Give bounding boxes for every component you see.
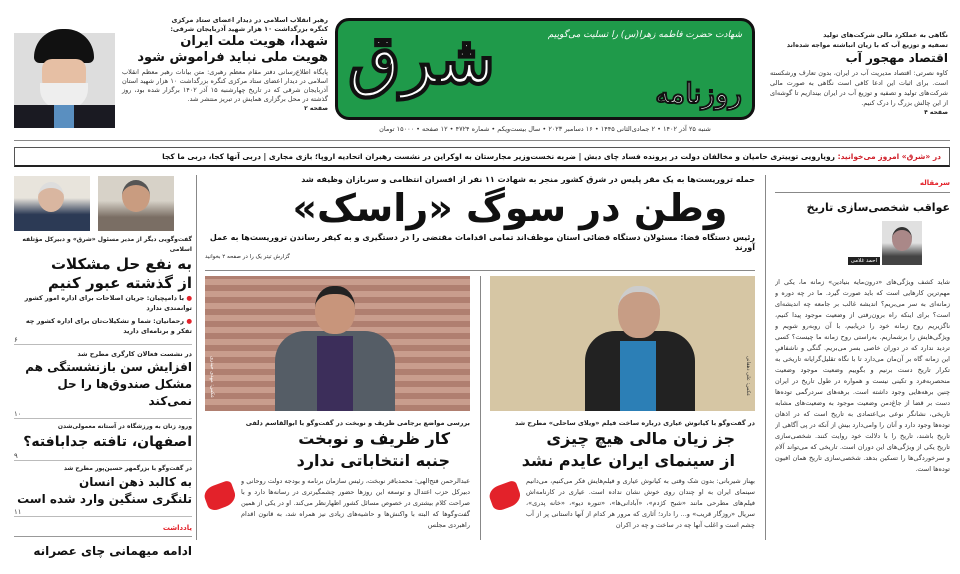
page-ref: گزارش تیتر یک را در صفحه ۲ بخوانید: [205, 254, 290, 260]
lead-headline[interactable]: وطن در سوگ «راسک»: [292, 186, 728, 230]
page-ref: صفحه ۲: [304, 105, 328, 112]
summary: کاوه نصرتی: اقتصاد مدیریت آب در ایران، بدون تعارف ورشکسته است. برای اثبات این ادعا کافی است نگاهی به صورت مالی شرکت‌های تولید و تصفیه و توزیع آب در ایران بیندازیم تا گوشه‌ای از این چالش بزرگ را درک کنیم.: [770, 69, 948, 107]
left-column: [14, 176, 192, 561]
summary: پایگاه اطلاع‌رسانی دفتر مقام معظم رهبری: متن بیانات رهبر معظم انقلاب اسلامی در دیدار اعضای ستاد مرکزی کنگره بزرگداشت ۱۰ هزار شهید استان آذربایجان شرقی که در تاریخ چهارشنبه ۱۵ آذر ۱۴۰۲ برگزار شده بود، روز گذشته در محل برگزاری همایش در تبریز منتشر شد.: [122, 68, 328, 103]
portrait-photo: [98, 176, 174, 231]
subheadline: رئیس دستگاه قضا: مسئولان دستگاه قضائی استان موظف‌اند تمامی اقدامات مقتضی را در دستگیری و به کیفر رساندن تروریست‌ها به عمل آورند: [209, 233, 755, 252]
page-ref: ۹: [14, 452, 192, 461]
page-ref: ۱۱: [14, 508, 192, 517]
photo-ayyari: [490, 276, 755, 411]
page-ref: صفحه ۴: [924, 109, 948, 116]
headline[interactable]: اقتصاد مهجور آب: [845, 51, 948, 65]
kicker: کنگره بزرگداشت ۱۰ هزار شهید آذربایجان شرقی:: [170, 25, 328, 33]
kicker: حمله تروریست‌ها به یک مقر پلیس در شرق کشور منجر به شهادت ۱۱ نفر از افسران انتظامی و سربازان وظیفه شد: [301, 175, 755, 184]
headline[interactable]: هویت ملی نباید فراموش شود: [137, 50, 328, 65]
section-label: یادداشت: [14, 523, 192, 537]
photo-credit: عکس: علی دهقانی: [745, 356, 751, 397]
portrait-photo: [14, 176, 90, 231]
newspaper-logo[interactable]: [335, 18, 755, 120]
divider: [205, 270, 755, 271]
headline[interactable]: شهدا، هویت ملت ایران: [180, 34, 328, 49]
section-label: سرمقاله: [775, 178, 950, 193]
read-more-icon[interactable]: [202, 480, 238, 513]
headline[interactable]: اصفهان، تافته جدابافته؟: [23, 434, 192, 450]
logo-sub: روزنامه: [655, 77, 742, 110]
kicker: ورود زنان به ورزشگاه در آستانه معمولی‌شدن: [57, 423, 192, 430]
author-photo: [882, 221, 922, 265]
photo-nobakht: [205, 276, 470, 411]
logo-text: شرق: [348, 20, 496, 100]
headline[interactable]: ادامه میهمانی چای عصرانه: [33, 544, 192, 558]
kicker: در نشست فعالان کارگری مطرح شد: [77, 350, 192, 358]
divider: [196, 175, 197, 540]
divider: [480, 276, 481, 540]
leader-photo: [14, 25, 115, 128]
divider: [765, 175, 766, 540]
kicker: گفت‌وگویی دیگر از مدیر مسئول «شرق» و دبیرکل مؤتلفه اسلامی: [22, 236, 192, 253]
dateline: شنبه ۲۵ آذر ۱۴۰۲ • ۲ جمادی‌الثانی ۱۴۴۵ • ۱۶ دسامبر ۲۰۲۳ • سال بیست‌ویکم • شماره ۴۷۲۴ • ۱۲ صفحه • ۱۵۰۰۰ تومان: [379, 125, 711, 133]
headline[interactable]: عواقب شخصی‌سازی تاریخ: [806, 201, 950, 214]
page-ref: ۶: [14, 336, 192, 345]
top-left-story[interactable]: [122, 16, 328, 113]
tagline: شهادت حضرت فاطمه زهرا(س) را تسلیت می‌گوییم: [547, 30, 742, 40]
kicker: در گفت‌وگو با بزرگمهر حسین‌پور مطرح شد: [63, 465, 192, 472]
headline[interactable]: از گذشته عبور کنیم: [48, 274, 192, 292]
editorial-body: شاید کشف ویژگی‌های «درون‌مایه بنیادین» زمانه ما، یکی از مهم‌ترین کارهایی است که باید صورت گیرد. ما در چه دوره و زمانه‌ای به سر می‌بریم؟ اندیشه غالب بر جامعه چه اندیشه‌ای است؟ برای اینکه راه برون‌رفتی از وضعیت موجود پیدا کنیم، ناگزیریم روح زمانه خود را دریابیم، با آن روبه‌رو شویم و ویژگی‌هایش را برشماریم. به‌راستی روح زمانه ما چیست؟ کسی تردید ندارد که در دوران خاصی بسر می‌بریم. گنگی و ناشفافیِ این زمانه گاه بر آن‌مان می‌دارد تا با نگاه تقلیل‌گرایانه تاریخی به تکرار تاریخ دست برنیم و بگوییم وضعیت موجود وضعیت منحصربه‌فرد و تکینی نیست و همواره در طول تاریخ در ایران چنین برهه‌هایی وجود داشته است. برهه‌های سردرگمی توده‌ها دست بر قضا از جاغ‌دمن وضعیت موجود به وضعیت‌های مشابه تاریخی، نشانگر نوعی بی‌اعتمادی به تاریخ است که در اذهان توده‌ها وجود دارد و آنان را وامی‌دارد بیش از آنکه در پی آگاهی از تاریخ باشند، تاریخ را با دلالت خود روایت کنند. شخصی‌سازی تاریخ یکی از ویژگی‌های این دوران است. تاریخی که می‌تواند آلام و سرخوردگی‌ها را تسکین بدهد. شخصی‌سازی تاریخ همان افیون توده‌ها است.: [775, 278, 950, 473]
page-ref: ۱۰: [14, 410, 192, 419]
headline[interactable]: کار ظریف و نوبخت: [298, 429, 450, 448]
story-nobakht[interactable]: [205, 418, 470, 531]
ticker-text[interactable]: رویارویی توییتری حامیان و مخالفان دولت در پرونده فساد چای دبش | ضربه نخست‌وزیر مجارستان به اوکراین در نشست رهبران اتحادیه اروپا؛ بازی مجاری | دربی آنها کجا، دربی ما کجا: [162, 152, 835, 161]
divider: [14, 140, 950, 141]
headline[interactable]: افزایش سن بازنشستگی هم: [25, 360, 192, 374]
summary: بهناز شیربانی: بدون شک وقتی به کیانوش عیاری و فیلم‌هایش فکر می‌کنیم، می‌دانیم سینمای ایران به او چندان روی خوش نشان نداده است. عیاری در کارنامه‌اش فیلم‌های مطرحی مانند «شبح کژدم»، «آبادانی‌ها»، «تنوره دیو»، «خانه پدری»، سریال «روزگار قریب» و... را دارد؛ آثاری که مرور هر کدام از آنها داستانی پر از آب چشم است و اغلب آنها چه در ساخت و چه در اکران: [526, 477, 755, 529]
headline[interactable]: به کالبد ذهن انسان: [79, 475, 192, 489]
headline[interactable]: از سینمای ایران عایدم نشد: [521, 451, 735, 470]
kicker: رهبر انقلاب اسلامی در دیدار اعضای ستاد مرکزی: [171, 16, 328, 24]
summary: عبدالرحمن فتح‌الهی: محمدباقر نوبخت، رئیس سازمان برنامه و بودجه دولت روحانی و دبیرکل حزب اعتدال و توسعه این روزها حضور چشمگیرتری در رسانه‌ها دارد و با صراحت کلام بیشتری در خصوص مسائل کشور اظهارنظر می‌کند. او در یکی از همین گفت‌وگوها که البته با واکنش‌ها و حاشیه‌های زیادی نیز همراه شد، به قانون اقدام راهبردی مجلس: [241, 477, 470, 529]
kicker: در گفت‌وگو با کیانوش عیاری درباره ساخت فیلم «ویلای ساحلی» مطرح شد: [514, 419, 755, 427]
author-name: احمد غلامی: [848, 257, 880, 265]
headline[interactable]: به نفع حل مشکلات: [50, 255, 192, 273]
read-more-icon[interactable]: [487, 480, 523, 513]
story-ayyari[interactable]: [490, 418, 755, 531]
photo-credit: عکس: مهدی حیدری: [209, 356, 215, 399]
kicker: تصفیه و توزیع آب که با زیان انباشته مواجه شده‌اند: [786, 41, 948, 49]
headline[interactable]: مشکل صندوق‌ها را حل نمی‌کند: [57, 377, 192, 408]
lead-story[interactable]: [205, 174, 755, 261]
top-right-story[interactable]: [770, 30, 948, 118]
headline[interactable]: جنبه انتخاباتی ندارد: [296, 451, 450, 470]
editorial[interactable]: [775, 178, 950, 574]
headline[interactable]: تلنگری سنگین وارد شده است: [17, 492, 192, 506]
ticker-label: در «شرق» امروز می‌خوانید:: [837, 152, 941, 161]
ticker-bar[interactable]: [14, 147, 950, 167]
bullet: ● رحمانیان: شما و تشکیلات‌تان برای اداره کشور چه تفکر و برنامه‌ای دارید: [25, 317, 192, 335]
bullet: ● با دامپچیان: جریان اصلاحات برای اداره امور کشور توانمندی ندارد: [24, 294, 192, 312]
kicker: نگاهی به عملکرد مالی شرکت‌های تولید: [823, 31, 948, 39]
headline[interactable]: جز زیان مالی هیچ چیزی: [546, 429, 735, 448]
kicker: بررسی مواضع برجامی ظریف و نوبخت در گفت‌وگو با ابوالقاسم دلفی: [245, 419, 470, 427]
